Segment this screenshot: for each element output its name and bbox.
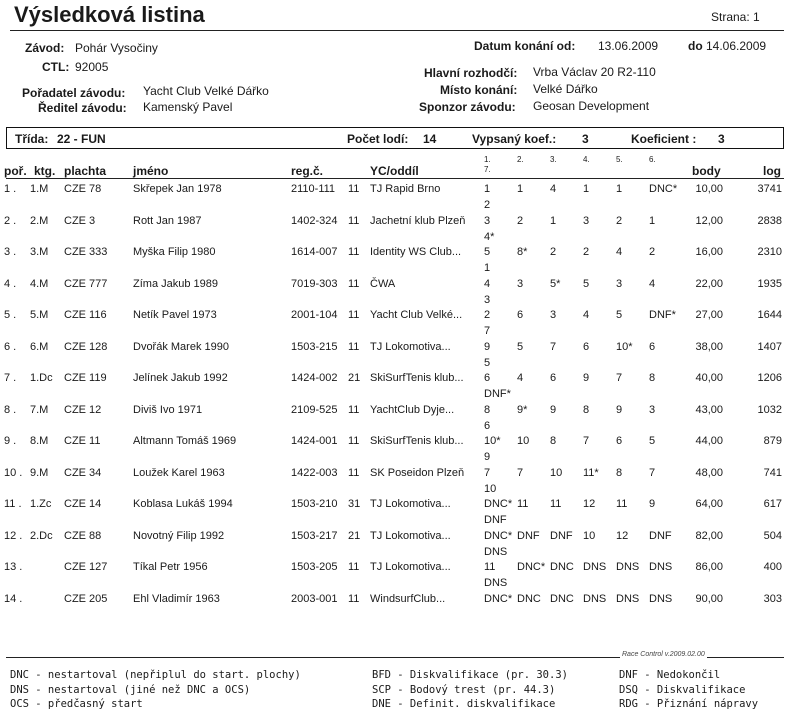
sail-cell: CZE 128 [64, 340, 108, 353]
header-divider [6, 178, 784, 179]
race-result-cell: 5 [583, 277, 590, 290]
points-cell: 16,00 [695, 246, 723, 258]
col-points: body [692, 164, 721, 178]
race-result-cell: DNS [583, 592, 607, 605]
race7-result: 4* [484, 230, 495, 243]
legend-rdg: RDG - Přiznání nápravy [619, 698, 759, 710]
club-cell: TJ Rapid Brno [370, 183, 441, 195]
race7-result: 3 [484, 293, 491, 306]
race-result-cell: 6 [550, 372, 557, 384]
reg-class-cell: 11 [348, 214, 360, 227]
race-result-cell: 1 [517, 183, 524, 195]
reg-cell: 2110-111 [291, 183, 336, 195]
date-to-value: 14.06.2009 [706, 39, 767, 53]
category-cell: 7.M [30, 403, 49, 416]
race-result-cell: DNF* [649, 309, 676, 321]
legend-dsq: DSQ - Diskvalifikace [619, 684, 746, 696]
organizer-value: Yacht Club Velké Dářko [143, 84, 269, 98]
class-label: Třída: [15, 132, 49, 146]
log-cell: 3741 [757, 183, 782, 195]
race-result-cell: 8 [484, 403, 491, 416]
race-result-cell: 3 [550, 309, 557, 321]
race-result-cell: 6 [484, 372, 491, 384]
coef-label: Koeficient : [631, 132, 697, 146]
sail-cell: CZE 14 [64, 498, 102, 510]
race-result-cell: 4 [484, 277, 491, 290]
race-result-cell: DNF [649, 529, 672, 542]
sail-cell: CZE 777 [64, 277, 108, 290]
race-result-cell: 7 [550, 340, 557, 353]
race-result-cell: 1 [484, 183, 491, 195]
name-cell: Skřepek Jan 1978 [133, 183, 222, 195]
name-cell: Rott Jan 1987 [133, 214, 202, 227]
table-row [0, 309, 788, 325]
reg-class-cell: 11 [348, 246, 360, 258]
sail-cell: CZE 127 [64, 561, 108, 573]
legend-ocs: OCS - předčasný start [10, 698, 143, 710]
race-result-cell: 4 [616, 246, 623, 258]
legend-dns: DNS - nestartoval (jiné než DNC a OCS) [10, 684, 251, 696]
race-result-cell: DNC [517, 592, 541, 605]
legend-dnc: DNC - nestartoval (nepřiplul do start. plochy) [10, 669, 301, 681]
reg-class-cell: 31 [348, 498, 361, 510]
points-cell: 43,00 [695, 403, 723, 416]
race-result-cell: 11 [616, 498, 628, 510]
points-cell: 82,00 [695, 529, 723, 542]
race-value: Pohár Vysočiny [75, 41, 158, 55]
sponsor-label: Sponzor závodu: [419, 100, 516, 114]
posted-coef-label: Vypsaný koef.: [472, 132, 557, 146]
log-cell: 741 [763, 466, 782, 479]
log-cell: 504 [763, 529, 782, 542]
coef-value: 3 [718, 132, 725, 146]
legend-dnf: DNF - Nedokončil [619, 669, 721, 681]
pos-cell: 7 . [4, 372, 17, 384]
club-cell: TJ Lokomotiva... [370, 340, 451, 353]
sail-cell: CZE 11 [64, 435, 101, 447]
pos-cell: 14 . [4, 592, 23, 605]
race-head-7: 7. [484, 165, 491, 174]
race-label: Závod: [25, 41, 65, 55]
race-result-cell: 1 [616, 183, 623, 195]
class-info-box [6, 127, 784, 149]
race-result-cell: 9 [616, 403, 623, 416]
race-result-cell: DNS [616, 561, 640, 573]
class-value: 22 - FUN [57, 132, 106, 146]
table-row [0, 341, 788, 357]
log-cell: 303 [763, 592, 782, 605]
race-result-cell: 7 [484, 466, 491, 479]
page-number: 1 [753, 10, 760, 24]
race-result-cell: 3 [616, 277, 623, 290]
race-result-cell: 10* [616, 340, 633, 353]
table-row [0, 530, 788, 546]
reg-class-cell: 21 [348, 529, 361, 542]
legend-bfd: BFD - Diskvalifikace (pr. 30.3) [372, 669, 568, 681]
name-cell: Tíkal Petr 1956 [133, 561, 208, 573]
race-result-cell: 7 [583, 435, 590, 447]
sail-cell: CZE 205 [64, 592, 108, 605]
sail-cell: CZE 88 [64, 529, 102, 542]
race-result-cell: 8* [517, 246, 528, 258]
race-result-cell: 12 [616, 529, 629, 542]
race-result-cell: 7 [517, 466, 524, 479]
table-row [0, 372, 788, 388]
race-result-cell: DNC* [484, 592, 513, 605]
col-reg: reg.č. [291, 164, 324, 178]
director-label: Ředitel závodu: [38, 101, 127, 115]
pos-cell: 8 . [4, 403, 17, 416]
pos-cell: 13 . [4, 561, 23, 573]
race-result-cell: 8 [649, 372, 656, 384]
reg-class-cell: 11 [348, 277, 360, 290]
race7-result: DNF [484, 514, 507, 526]
reg-cell: 1503-210 [291, 498, 338, 510]
race-result-cell: DNC [550, 561, 574, 573]
name-cell: Novotný Filip 1992 [133, 529, 225, 542]
reg-class-cell: 11 [348, 309, 360, 321]
category-cell: 3.M [30, 246, 49, 258]
reg-class-cell: 21 [348, 372, 361, 384]
sail-cell: CZE 12 [64, 403, 102, 416]
table-row [0, 435, 788, 451]
pos-cell: 3 . [4, 246, 17, 258]
race-head-3: 3. [550, 155, 557, 164]
category-cell: 1.Dc [30, 372, 53, 384]
pos-cell: 4 . [4, 277, 17, 290]
points-cell: 22,00 [695, 277, 723, 290]
col-cat: ktg. [34, 164, 56, 178]
sail-cell: CZE 3 [64, 214, 96, 227]
page-title: Výsledková listina [14, 2, 205, 27]
race7-result: 10 [484, 482, 497, 495]
reg-cell: 2001-104 [291, 309, 338, 321]
boats-label: Počet lodí: [347, 132, 409, 146]
page-label: Strana: [711, 10, 750, 24]
reg-cell: 1503-217 [291, 529, 338, 542]
table-row [0, 246, 788, 262]
reg-cell: 1424-001 [291, 435, 338, 447]
name-cell: Myška Filip 1980 [133, 246, 216, 258]
race7-result: 7 [484, 325, 491, 337]
race-result-cell: 4 [517, 372, 524, 384]
reg-cell: 1422-003 [291, 466, 338, 479]
page-indicator [711, 10, 760, 24]
race-result-cell: 4 [583, 309, 590, 321]
log-cell: 1935 [757, 277, 782, 290]
table-row [0, 498, 788, 514]
table-row [0, 561, 788, 577]
race-result-cell: 1 [649, 214, 656, 227]
category-cell: 8.M [30, 435, 49, 447]
race-result-cell: DNC* [484, 498, 513, 510]
points-cell: 10,00 [695, 183, 723, 195]
race-result-cell: 3 [649, 403, 656, 416]
reg-class-cell: 11 [348, 435, 360, 447]
pos-cell: 2 . [4, 214, 17, 227]
col-sail: plachta [64, 164, 107, 178]
name-cell: Dvořák Marek 1990 [133, 340, 229, 353]
pos-cell: 12 . [4, 529, 23, 542]
reg-cell: 7019-303 [291, 277, 338, 290]
sail-cell: CZE 78 [64, 183, 102, 195]
ctl-value: 92005 [75, 60, 109, 74]
race-result-cell: 7 [649, 466, 656, 479]
sail-cell: CZE 333 [64, 246, 108, 258]
reg-class-cell: 11 [348, 561, 360, 573]
club-cell: ČWA [370, 277, 396, 290]
reg-class-cell: 11 [348, 592, 360, 605]
legend-dne: DNE - Definit. diskvalifikace [372, 698, 556, 710]
points-cell: 40,00 [695, 372, 723, 384]
log-cell: 400 [763, 561, 782, 573]
race-result-cell: 1 [583, 183, 590, 195]
race7-result: DNS [484, 577, 508, 589]
category-cell: 1.Zc [30, 498, 52, 510]
reg-cell: 1614-007 [291, 246, 338, 258]
points-cell: 44,00 [695, 435, 723, 447]
posted-coef-value: 3 [582, 132, 589, 146]
points-cell: 12,00 [695, 214, 723, 227]
category-cell: 6.M [30, 340, 49, 353]
sponsor-value: Geosan Development [533, 99, 650, 113]
race-result-cell: 8 [616, 466, 623, 479]
judge-label: Hlavní rozhodčí: [424, 66, 518, 80]
race-result-cell: 9 [583, 372, 590, 384]
points-cell: 48,00 [695, 466, 723, 479]
name-cell: Loužek Karel 1963 [133, 466, 225, 479]
club-cell: Jachetní klub Plzeň [370, 214, 466, 227]
race-result-cell: 6 [517, 309, 524, 321]
race-result-cell: 4 [550, 183, 557, 195]
pos-cell: 10 . [4, 466, 23, 479]
title-divider [10, 30, 784, 31]
log-cell: 1032 [757, 403, 782, 416]
table-row [0, 183, 788, 199]
date-label: Datum konání od: [474, 39, 576, 53]
race7-result: DNF* [484, 388, 511, 400]
race-result-cell: DNS [583, 561, 607, 573]
organizer-label: Pořadatel závodu: [22, 86, 126, 100]
director-value: Kamenský Pavel [143, 100, 233, 114]
log-cell: 1206 [757, 372, 782, 384]
club-cell: SkiSurfTenis klub... [370, 372, 464, 384]
race-result-cell: 5 [649, 435, 656, 447]
log-cell: 1407 [757, 340, 782, 353]
race-result-cell: 6 [649, 340, 656, 353]
race-result-cell: 3 [583, 214, 590, 227]
col-log: log [763, 164, 781, 178]
category-cell: 5.M [30, 309, 49, 321]
club-cell: TJ Lokomotiva... [370, 498, 451, 510]
race-result-cell: 11 [484, 561, 496, 573]
race-result-cell: 10* [484, 435, 501, 447]
race-result-cell: 7 [616, 372, 623, 384]
points-cell: 64,00 [695, 498, 723, 510]
club-cell: WindsurfClub... [370, 592, 446, 605]
race-head-2: 2. [517, 155, 524, 164]
club-cell: SK Poseidon Plzeň [370, 466, 465, 479]
col-pos: poř. [4, 164, 27, 178]
ctl-label: CTL: [42, 60, 70, 74]
race-result-cell: 10 [583, 529, 596, 542]
race-result-cell: 8 [583, 403, 590, 416]
pos-cell: 5 . [4, 309, 17, 321]
sail-cell: CZE 119 [64, 372, 107, 384]
reg-cell: 1503-215 [291, 340, 338, 353]
race-result-cell: 8 [550, 435, 557, 447]
category-cell: 9.M [30, 466, 49, 479]
race-result-cell: 9 [484, 340, 491, 353]
pos-cell: 11 . [4, 498, 22, 510]
col-name: jméno [133, 164, 169, 178]
table-row [0, 278, 788, 294]
reg-cell: 2109-525 [291, 403, 338, 416]
points-cell: 27,00 [695, 309, 723, 321]
judge-value: Vrba Václav 20 R2-110 [533, 65, 656, 79]
race-result-cell: 1 [550, 214, 557, 227]
club-cell: Identity WS Club... [370, 246, 462, 258]
race-result-cell: 5 [484, 246, 491, 258]
race-result-cell: 2 [484, 309, 491, 321]
software-version: Race Control v.2009.02.00 [622, 651, 705, 658]
points-cell: 38,00 [695, 340, 723, 353]
race-result-cell: 3 [484, 214, 491, 227]
race7-result: 5 [484, 356, 491, 369]
sail-cell: CZE 34 [64, 466, 102, 479]
reg-class-cell: 11 [348, 183, 360, 195]
race-result-cell: DNC* [517, 561, 546, 573]
race-result-cell: 12 [583, 498, 596, 510]
reg-cell: 1503-205 [291, 561, 338, 573]
date-from-value: 13.06.2009 [598, 39, 659, 53]
category-cell: 2.Dc [30, 529, 53, 542]
name-cell: Zíma Jakub 1989 [133, 277, 218, 290]
points-cell: 86,00 [695, 561, 723, 573]
race-result-cell: 3 [517, 277, 524, 290]
name-cell: Altmann Tomáš 1969 [133, 435, 237, 447]
venue-value: Velké Dářko [533, 82, 598, 96]
pos-cell: 6 . [4, 340, 17, 353]
category-cell: 4.M [30, 277, 49, 290]
pos-cell: 9 . [4, 435, 17, 447]
sail-cell: CZE 116 [64, 309, 107, 321]
race7-result: 2 [484, 199, 491, 211]
club-cell: TJ Lokomotiva... [370, 529, 451, 542]
reg-cell: 1402-324 [291, 214, 338, 227]
race-result-cell: DNC* [649, 183, 678, 195]
race-result-cell: 9* [517, 403, 528, 416]
table-row [0, 467, 788, 483]
col-club: YC/oddíl [370, 164, 419, 178]
race-result-cell: 11 [517, 498, 529, 510]
points-cell: 90,00 [695, 592, 723, 605]
race-result-cell: 11 [550, 498, 562, 510]
name-cell: Jelínek Jakub 1992 [133, 372, 228, 384]
name-cell: Diviš Ivo 1971 [133, 403, 203, 416]
race-result-cell: DNS [649, 592, 673, 605]
race-result-cell: 5 [616, 309, 623, 321]
reg-class-cell: 11 [348, 466, 360, 479]
race-result-cell: 6 [583, 340, 590, 353]
race-head-5: 5. [616, 155, 623, 164]
club-cell: SkiSurfTenis klub... [370, 435, 464, 447]
race-result-cell: 5 [517, 340, 524, 353]
race-result-cell: DNS [649, 561, 673, 573]
race7-result: DNS [484, 545, 508, 558]
race-result-cell: 5* [550, 277, 561, 290]
log-cell: 879 [763, 435, 782, 447]
name-cell: Koblasa Lukáš 1994 [133, 498, 233, 510]
club-cell: Yacht Club Velké... [370, 309, 463, 321]
race-head-6: 6. [649, 155, 656, 164]
legend-scp: SCP - Bodový trest (pr. 44.3) [372, 684, 556, 696]
category-cell: 2.M [30, 214, 49, 227]
reg-cell: 2003-001 [291, 592, 338, 605]
reg-cell: 1424-002 [291, 372, 338, 384]
race-result-cell: 9 [649, 498, 656, 510]
race-head-4: 4. [583, 155, 590, 164]
race-result-cell: 10 [517, 435, 530, 447]
race-result-cell: 9 [550, 403, 557, 416]
race-result-cell: 2 [649, 246, 656, 258]
race-result-cell: 6 [616, 435, 623, 447]
name-cell: Netík Pavel 1973 [133, 309, 217, 321]
race-result-cell: 10 [550, 466, 563, 479]
race-result-cell: 2 [583, 246, 590, 258]
reg-class-cell: 11 [348, 340, 360, 353]
race-result-cell: DNC* [484, 529, 513, 542]
race-result-cell: DNS [616, 592, 640, 605]
race-result-cell: DNF [550, 529, 573, 542]
race-result-cell: DNF [517, 529, 540, 542]
race-result-cell: 4 [649, 277, 656, 290]
club-cell: YachtClub Dyje... [370, 403, 455, 416]
log-cell: 1644 [757, 309, 782, 321]
name-cell: Ehl Vladimír 1963 [133, 592, 220, 605]
log-cell: 2310 [757, 246, 782, 258]
race7-result: 6 [484, 419, 491, 432]
race7-result: 9 [484, 451, 491, 463]
table-row [0, 215, 788, 231]
log-cell: 2838 [757, 214, 782, 227]
log-cell: 617 [763, 498, 782, 510]
date-to-label: do [688, 39, 703, 53]
club-cell: TJ Lokomotiva... [370, 561, 451, 573]
race-result-cell: 2 [616, 214, 623, 227]
table-row [0, 593, 788, 609]
table-row [0, 404, 788, 420]
race-head-1: 1. [484, 155, 491, 164]
boats-value: 14 [423, 132, 437, 146]
race-result-cell: 2 [550, 246, 557, 258]
category-cell: 1.M [30, 183, 49, 195]
race-result-cell: 11* [583, 466, 599, 479]
reg-class-cell: 11 [348, 403, 360, 416]
pos-cell: 1 . [4, 183, 17, 195]
race-result-cell: 2 [517, 214, 524, 227]
race7-result: 1 [484, 262, 491, 274]
race-result-cell: DNC [550, 592, 574, 605]
venue-label: Místo konání: [440, 83, 518, 97]
